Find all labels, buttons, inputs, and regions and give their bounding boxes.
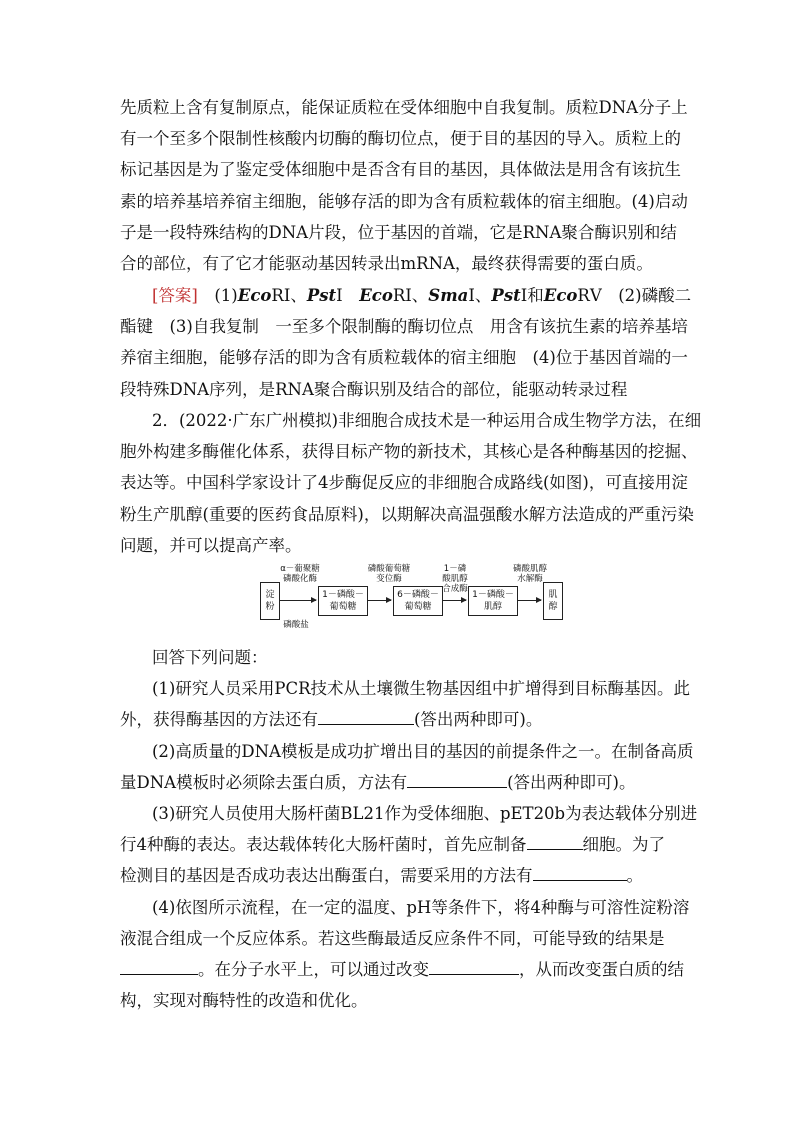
- question-line: 表达等。中国科学家设计了4步酶促反应的非细胞合成路线(如图)，可直接用淀: [120, 473, 688, 493]
- question-2: (2)高质量的DNA模板是成功扩增出目的基因的前提条件之一。在制备高质: [152, 741, 694, 761]
- flow-arrow: [279, 600, 316, 601]
- enzyme-label: 磷酸葡萄糖变位酶: [367, 564, 411, 584]
- answer-line: [答案] (1)EcoRⅠ、PstⅠ EcoRⅠ、SmaⅠ、PstⅠ和EcoRⅤ (2)磷酸二: [152, 286, 692, 305]
- answer-blank: [318, 707, 414, 725]
- answer-line: 酯键 (3)自我复制 一至多个限制酶的酶切位点 用含有该抗生素的培养基培: [120, 317, 688, 337]
- question-4-cont: 液混合组成一个反应体系。若这些酶最适反应条件不同，可能导致的结果是: [120, 928, 665, 948]
- synthesis-flow-diagram: [258, 562, 578, 632]
- answer-tag: [答案]: [152, 286, 198, 305]
- question-2-stem: [120, 405, 702, 561]
- explanation-line: 有一个至多个限制性核酸内切酶的酶切位点，便于目的基因的导入。质粒上的: [120, 129, 681, 149]
- question-4: (4)依图所示流程，在一定的温度、pH等条件下，将4种酶与可溶性淀粉溶: [152, 897, 690, 917]
- flow-arrow: [517, 600, 541, 601]
- question-2-cont: 量DNA模板时必须除去蛋白质，方法有 (答出两种即可)。: [120, 767, 676, 798]
- questions-block: [120, 642, 698, 1016]
- question-line: 粉生产肌醇(重要的医药食品原料)，以期解决高温强酸水解方法造成的严重污染: [120, 504, 694, 524]
- answer-blank: [527, 832, 583, 850]
- answer-line: 养宿主细胞，能够存活的即为含有质粒载体的宿主细胞 (4)位于基因首端的一: [120, 348, 688, 368]
- answer-blank: [120, 957, 198, 975]
- enzyme-label: 磷酸肌醇水解酶: [512, 564, 547, 584]
- question-line: 问题，并可以提高产率。: [120, 535, 302, 555]
- enzyme-label: α－葡聚糖磷酸化酶: [280, 564, 320, 584]
- question-1-cont: 外，获得酶基因的方法还有 (答出两种即可)。: [120, 704, 676, 735]
- explanation-line: 标记基因是为了鉴定受体细胞中是否含有目的基因，具体做法是用含有该抗生: [120, 160, 681, 180]
- answer-block: [120, 280, 692, 405]
- product-box: 6－磷酸－葡萄糖: [393, 586, 443, 616]
- explanation-line: 合的部位，有了它才能驱动基因转录出mRNA，最终获得需要的蛋白质。: [120, 254, 653, 274]
- question-1: (1)研究人员采用PCR技术从土壤微生物基因组中扩增得到目标酶基因。此: [152, 679, 691, 699]
- starch-box: 淀粉: [260, 582, 280, 620]
- question-4-cont: 。在分子水平上，可以通过改变 ，从而改变蛋白质的结: [120, 954, 676, 985]
- question-3-cont: 检测目的基因是否成功表达出酶蛋白，需要采用的方法有 。: [120, 860, 676, 891]
- explanation-line: 子是一段特殊结构的DNA片段，位于基因的首端，它是RNA聚合酶识别和结: [120, 222, 677, 242]
- product-box: 1－磷酸－葡萄糖: [318, 586, 368, 616]
- explanation-paragraph: [120, 92, 688, 279]
- question-3-cont: 行4种酶的表达。表达载体转化大肠杆菌时，首先应制备 细胞。为了: [120, 829, 676, 860]
- answer-line: 段特殊DNA序列，是RNA聚合酶识别及结合的部位，能驱动转录过程: [120, 379, 628, 399]
- flow-arrow: [367, 600, 391, 601]
- enzyme-label: 1－磷酸肌醇合成酶: [442, 564, 468, 594]
- question-line: 2．(2022·广东广州模拟)非细胞合成技术是一种运用合成生物学方法，在细: [152, 411, 702, 430]
- answer-blank: [533, 863, 627, 881]
- answer-blank: [429, 957, 519, 975]
- question-3: (3)研究人员使用大肠杆菌BL21作为受体细胞、pET20b为表达载体分别进: [152, 804, 698, 824]
- inositol-box: 肌醇: [543, 582, 563, 620]
- question-line: 胞外构建多酶催化体系，获得目标产物的新技术，其核心是各种酶基因的挖掘、: [120, 442, 698, 462]
- explanation-line: 素的培养基培养宿主细胞，能够存活的即为含有质粒载体的宿主细胞。(4)启动: [120, 191, 688, 211]
- product-box: 1－磷酸－肌醇: [468, 586, 518, 616]
- question-4-cont: 构，实现对酶特性的改造和优化。: [120, 991, 368, 1011]
- flow-arrow: [442, 600, 466, 601]
- answer-blank: [407, 770, 507, 788]
- cofactor-label: 磷酸盐: [283, 620, 309, 630]
- prompt-text: 回答下列问题：: [152, 648, 268, 667]
- explanation-line: 先质粒上含有复制原点，能保证质粒在受体细胞中自我复制。质粒DNA分子上: [120, 98, 688, 117]
